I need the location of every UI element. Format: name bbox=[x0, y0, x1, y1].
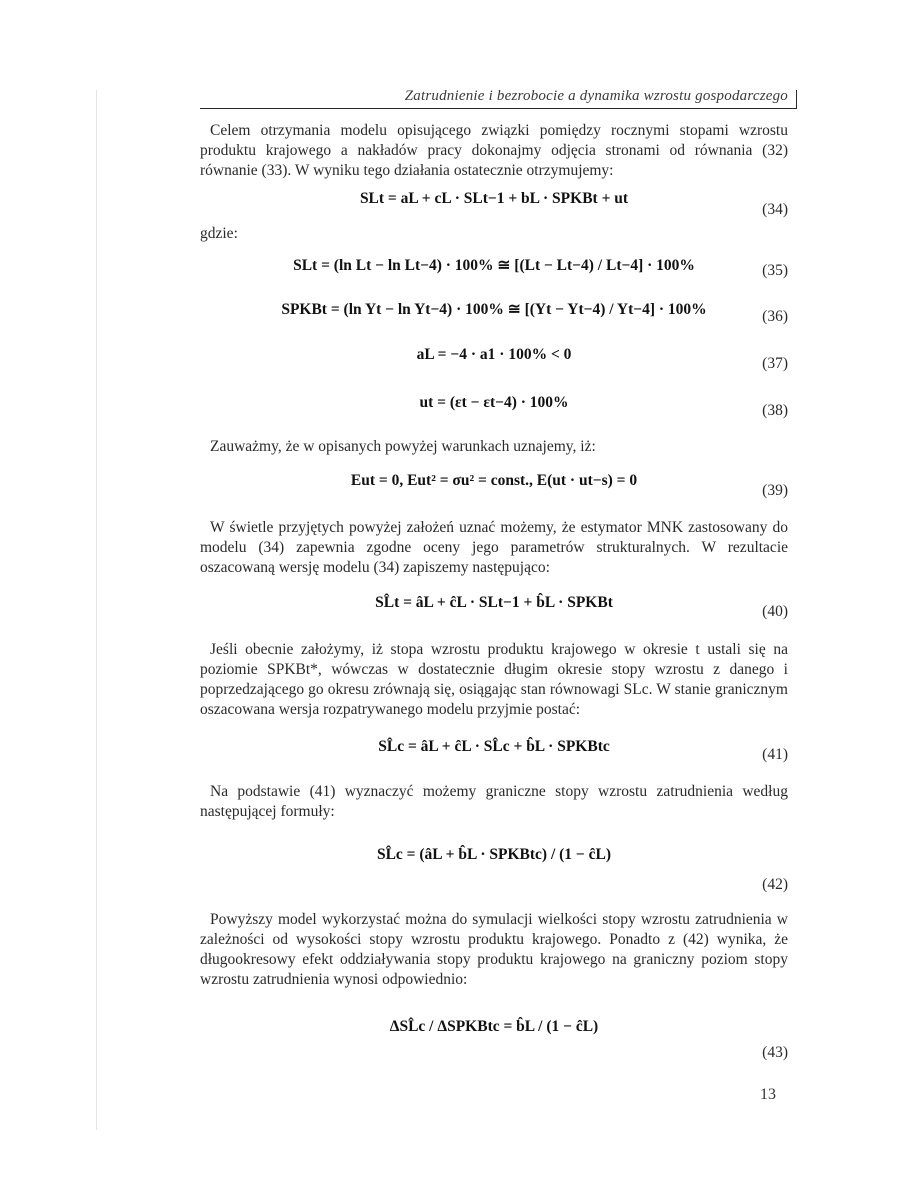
equation-41: SL̂c = âL + ĉL · SL̂c + b̂L · SPKBtc bbox=[378, 738, 610, 755]
equation-number-34: (34) bbox=[762, 201, 788, 218]
paragraph-powyzszy: Powyższy model wykorzystać można do symulacji wielkości stopy wzrostu zatrudnienia w zależności od wysokości stopy wzrostu produktu krajowego. Ponadto z (42) wynika, że długookresowy efekt oddziaływania stopy produktu krajowego na graniczny poziom stopy wzrostu zatrudnienia wynosi odpowiednio: bbox=[200, 911, 788, 988]
equation-number-40: (40) bbox=[762, 603, 788, 620]
paragraph-na-podstawie: Na podstawie (41) wyznaczyć możemy graniczne stopy wzrostu zatrudnienia według następującej formuły: bbox=[200, 783, 788, 820]
equation-number-42: (42) bbox=[762, 876, 788, 893]
label-gdzie: gdzie: bbox=[200, 225, 238, 242]
equation-43: ΔSL̂c / ΔSPKBtc = b̂L / (1 − ĉL) bbox=[389, 1018, 599, 1035]
paragraph-zalozmy: Jeśli obecnie założymy, iż stopa wzrostu produktu krajowego w okresie t ustali się na poziomie SPKBt*, wówczas w dostatecznie długim okresie stopy wzrostu z danego i poprzedzającego go okresu zrównają się, osiągając stan równowagi SLc. W stanie granicznym oszacowana wersja rozpatrywanego modelu przyjmie postać: bbox=[200, 641, 788, 718]
page-number: 13 bbox=[760, 1086, 776, 1103]
equation-number-36: (36) bbox=[762, 308, 788, 325]
equation-34: SLt = aL + cL · SLt−1 + bL · SPKBt + ut bbox=[359, 190, 629, 207]
equation-37: aL = −4 · a1 · 100% < 0 bbox=[416, 346, 572, 363]
header-rule bbox=[200, 108, 797, 109]
paragraph-estymator: W świetle przyjętych powyżej założeń uznać możemy, że estymator MNK zastosowany do modelu (34) zapewnia zgodne oceny jego parametrów strukturalnych. W rezultacie oszacowaną wersję modelu (34) zapiszemy następująco: bbox=[200, 519, 788, 576]
equation-42: SL̂c = (âL + b̂L · SPKBtc) / (1 − ĉL) bbox=[376, 846, 612, 863]
equation-39: Eut = 0, Eut² = σu² = const., E(ut · ut−s) = 0 bbox=[350, 472, 638, 489]
equation-36: SPKBt = (ln Yt − ln Yt−4) · 100% ≅ [(Yt − Yt−4) / Yt−4] · 100% bbox=[281, 301, 707, 318]
equation-35: SLt = (ln Lt − ln Lt−4) · 100% ≅ [(Lt − Lt−4) / Lt−4] · 100% bbox=[293, 257, 695, 274]
header-tick bbox=[796, 90, 797, 109]
paragraph-intro: Celem otrzymania modelu opisującego związki pomiędzy rocznymi stopami wzrostu produktu krajowego a nakładów pracy dokonajmy odjęcia stronami od równania (32) równanie (33). W wyniku tego działania ostatecznie otrzymujemy: bbox=[200, 122, 788, 179]
equation-number-37: (37) bbox=[762, 355, 788, 372]
equation-40: SL̂t = âL + ĉL · SLt−1 + b̂L · SPKBt bbox=[375, 594, 613, 611]
equation-number-39: (39) bbox=[762, 482, 788, 499]
equation-number-35: (35) bbox=[762, 262, 788, 279]
equation-number-43: (43) bbox=[762, 1044, 788, 1061]
running-header: Zatrudnienie i bezrobocie a dynamika wzrostu gospodarczego bbox=[404, 88, 788, 104]
equation-number-41: (41) bbox=[762, 746, 788, 763]
equation-number-38: (38) bbox=[762, 402, 788, 419]
equation-38: ut = (εt − εt−4) · 100% bbox=[419, 394, 569, 411]
scan-edge-shadow bbox=[96, 90, 97, 1130]
paragraph-zauwazmy: Zauważmy, że w opisanych powyżej warunkach uznajemy, iż: bbox=[210, 438, 596, 455]
